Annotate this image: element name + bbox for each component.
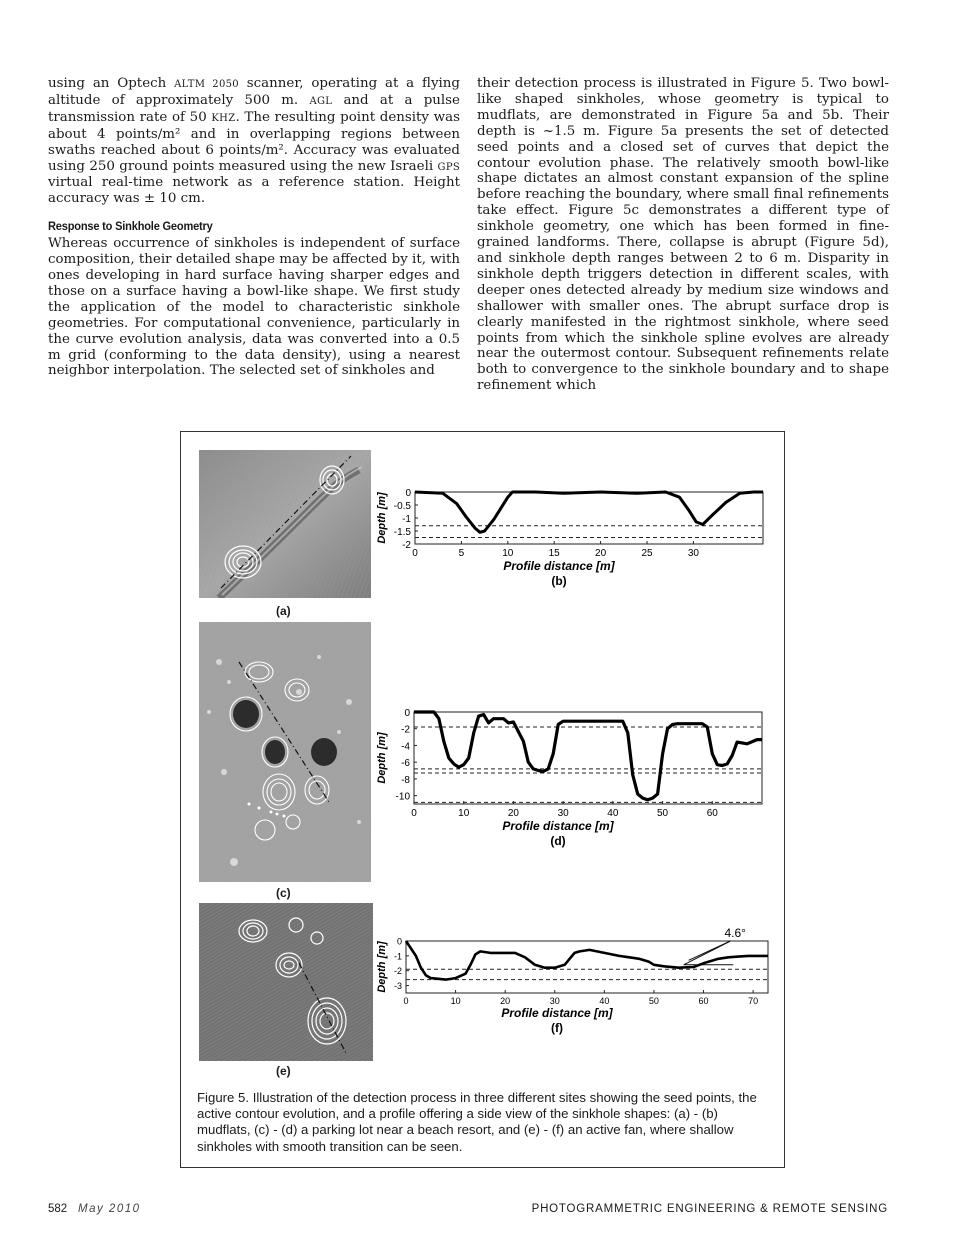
y-tick-label: -0.5 bbox=[393, 501, 411, 512]
x-tick-label: 50 bbox=[657, 808, 669, 819]
x-axis-label: Profile distance [m] bbox=[501, 1006, 613, 1020]
y-tick-label: -1.5 bbox=[393, 527, 411, 538]
x-tick-label: 25 bbox=[641, 548, 653, 559]
profile-chart-f bbox=[374, 920, 774, 1040]
y-tick-label: -1 bbox=[402, 514, 411, 525]
right-column bbox=[477, 76, 889, 394]
map-panel-e bbox=[199, 903, 373, 1061]
y-tick-label: -2 bbox=[401, 724, 410, 736]
y-tick-label: -6 bbox=[401, 758, 410, 770]
profile-chart-b bbox=[374, 482, 774, 592]
x-tick-label: 5 bbox=[458, 548, 465, 559]
x-axis-label: Profile distance [m] bbox=[503, 559, 615, 573]
y-tick-label: 0 bbox=[405, 488, 411, 499]
x-tick-label: 0 bbox=[403, 996, 409, 1006]
left-paragraph-1: using an Optech ALTM 2050 scanner, operating at a flying altitude of approximately 500 m. AGL and at a pulse transmission rate of 50 KHZ. The resulting point density was about 4 points/m² and in overlapping regions between swaths reached about 6 points/m². Accuracy was evaluated using 250 ground points measured using the new Israeli GPS virtual real-time network as a reference station. Height accuracy was ± 10 cm. bbox=[48, 76, 460, 207]
slope-annotation: 4.6° bbox=[724, 926, 746, 940]
panel-label-a: (a) bbox=[276, 604, 291, 618]
page-number: 582 bbox=[48, 1203, 68, 1215]
y-tick-label: -2 bbox=[402, 540, 411, 551]
right-paragraph-1: their detection process is illustrated in Figure 5. Two bowl-like shaped sinkholes, whose geometry is typical to mudflats, are demonstrated in Figure 5a and 5b. Their depth is ~1.5 m. Figure 5a presents the set of detected seed points and a closed set of curves that depict the contour evolution phase. The relatively smooth bowl-like shape dictates an almost constant expansion of the spline before reaching the boundary, where small final refinements take effect. Figure 5c demonstrates a different type of sinkhole geometry, one which has been formed in fine-grained landforms. There, collapse is abrupt (Figure 5d), and sinkhole depth ranges between 2 to 6 m. Disparity in sinkhole depth triggers detection in different scales, with deeper ones detected already by medium size windows and shallower with smaller ones. The abrupt surface drop is clearly manifested in the rightmost sinkhole, where seed points from which the sinkhole spline evolves are already near the outermost contour. Subsequent refinements relate both to convergence to the sinkhole boundary and to shape refinement which bbox=[477, 76, 889, 394]
depth-profile-line bbox=[414, 712, 762, 800]
profile-chart-d bbox=[374, 702, 774, 854]
panel-label-c: (c) bbox=[276, 886, 291, 900]
x-tick-label: 0 bbox=[411, 808, 417, 819]
x-tick-label: 40 bbox=[607, 808, 619, 819]
y-tick-label: 0 bbox=[404, 708, 410, 719]
x-tick-label: 20 bbox=[507, 808, 519, 819]
x-tick-label: 10 bbox=[502, 548, 514, 559]
figure-caption: Figure 5. Illustration of the detection process in three different sites showing the seed points, the active contour evolution, and a profile offering a side view of the sinkhole shapes: (a) - (b) mudflats, (c) - (d) a parking lot near a beach resort, and (e) - (f) an active fan, where shallow sinkholes with smooth transition can be seen. bbox=[197, 1090, 757, 1154]
x-tick-label: 30 bbox=[549, 996, 560, 1006]
y-axis-label: Depth [m] bbox=[376, 492, 388, 544]
left-column bbox=[48, 76, 460, 379]
y-axis-label: Depth [m] bbox=[376, 732, 388, 784]
section-heading: Response to Sinkhole Geometry bbox=[48, 219, 213, 234]
x-tick-label: 60 bbox=[706, 808, 718, 819]
map-panel-a bbox=[199, 450, 371, 598]
y-tick-label: -4 bbox=[401, 741, 410, 753]
y-axis-label: Depth [m] bbox=[376, 941, 388, 993]
y-tick-label: 0 bbox=[396, 936, 402, 947]
panel-label: (f) bbox=[551, 1021, 563, 1035]
journal-name: PHOTOGRAMMETRIC ENGINEERING & REMOTE SENSING bbox=[531, 1203, 888, 1215]
panel-label: (d) bbox=[550, 834, 566, 848]
y-tick-label: -2 bbox=[393, 966, 402, 977]
y-tick-label: -10 bbox=[395, 791, 410, 803]
x-tick-label: 30 bbox=[557, 808, 569, 819]
x-tick-label: 60 bbox=[698, 996, 709, 1006]
panel-label-e: (e) bbox=[276, 1064, 291, 1078]
x-tick-label: 20 bbox=[595, 548, 607, 559]
panel-label: (b) bbox=[551, 574, 567, 588]
map-panel-c bbox=[199, 622, 371, 882]
plot-area bbox=[414, 712, 762, 804]
y-tick-label: -8 bbox=[401, 774, 410, 786]
y-tick-label: -3 bbox=[393, 981, 402, 992]
x-tick-label: 0 bbox=[412, 548, 418, 559]
x-axis-label: Profile distance [m] bbox=[502, 819, 614, 833]
x-tick-label: 10 bbox=[458, 808, 470, 819]
issue-date: May 2010 bbox=[78, 1203, 141, 1215]
x-tick-label: 40 bbox=[599, 996, 610, 1006]
x-tick-label: 30 bbox=[687, 548, 699, 559]
y-tick-label: -1 bbox=[393, 951, 402, 962]
left-paragraph-2: Whereas occurrence of sinkholes is independent of surface composition, their detailed shape may be affected by it, with ones developing in hard surface having sharper edges and those on a surface having a bowl-like shape. We first study the application of the model to characteristic sinkhole geometries. For computational convenience, particularly in the curve evolution analysis, data was converted into a 0.5 m grid (conforming to the data density), using a nearest neighbor interpolation. The selected set of sinkholes and bbox=[48, 236, 460, 379]
depth-profile-line bbox=[406, 941, 768, 980]
x-tick-label: 15 bbox=[548, 548, 560, 559]
x-tick-label: 10 bbox=[450, 996, 461, 1006]
x-tick-label: 50 bbox=[648, 996, 659, 1006]
x-tick-label: 70 bbox=[748, 996, 759, 1006]
x-tick-label: 20 bbox=[500, 996, 511, 1006]
